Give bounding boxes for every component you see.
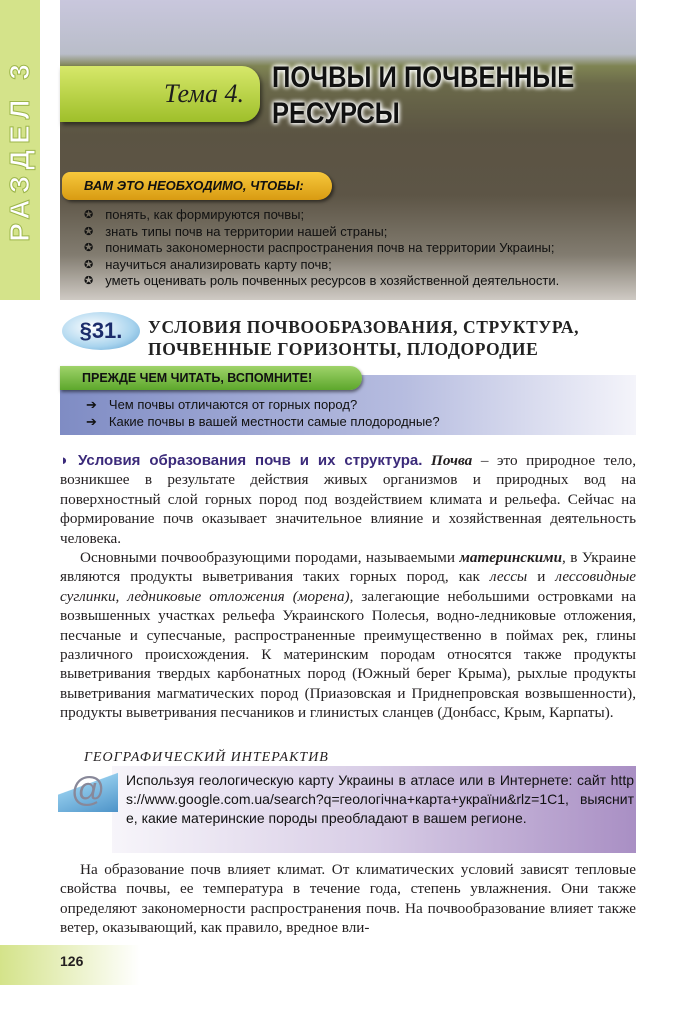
goal-text: знать типы почв на территории нашей страны; — [105, 223, 388, 239]
goal-text: понять, как формируются почвы; — [105, 207, 305, 222]
paragraph-2 — [60, 548, 636, 723]
goal-item — [84, 207, 559, 224]
term: лессовидные суглинки, ледниковые отложения (морена) — [60, 568, 636, 605]
goal-text: уметь оценивать роль почвенных ресурсов в хозяйственной деятельности. — [105, 273, 560, 288]
paragraph-title-line1: УСЛОВИЯ ПОЧВООБРАЗОВАНИЯ, СТРУКТУРА, — [148, 317, 580, 337]
recall-item — [86, 414, 440, 431]
body-text — [60, 451, 636, 723]
topic-title-line2: РЕСУРСЫ — [272, 97, 400, 130]
topic-title-line1: ПОЧВЫ И ПОЧВЕННЫЕ — [272, 61, 575, 94]
text: Основными почвообразующими породами, называемыми — [80, 549, 460, 567]
text: и — [527, 568, 556, 586]
section-label-text: РАЗДЕЛ 3 — [4, 58, 36, 242]
subheading: ◗ Условия образования почв и их структура. — [60, 452, 423, 469]
section-label — [0, 0, 40, 300]
page-number: 126 — [60, 953, 84, 969]
term: материнскими — [459, 549, 563, 567]
goal-text: научиться анализировать карту почв; — [105, 256, 332, 272]
term: лессы — [489, 568, 528, 586]
topic-label: Тема 4. — [60, 66, 260, 122]
star-bullet-icon: ✪ — [84, 209, 94, 221]
recall-list — [86, 397, 440, 430]
goal-item — [84, 257, 559, 274]
goal-item — [84, 273, 559, 290]
paragraph-3: На образование почв влияет климат. От климатических условий зависят тепловые свойства почвы, ее температура в течение года, степень увлажнения. Они также определяют закономерности распространения почв. На почвообразование влияет также ветер, оказывающий, как правило, вредное вли- — [60, 861, 636, 937]
text: , залегающие небольшими островками на возвышенных участках рельефа Украинского Полесья, водно-ледниковые отложения, песчаные и супесчаные, распространенные преимущественно в поймах рек, глины различного происхождения. К материнским породам относятся также продукты выветривания твердых карбонатных пород (Южный берег Крыма), рыхлые продукты выветривания магматических пород (Приазовская и Приднепровская возвышенности), продукты выветривания песчаников и глинистых сланцев (Донбасс, Крым, Карпаты). — [60, 587, 636, 722]
paragraph-1 — [60, 451, 636, 548]
goals-heading: ВАМ ЭТО НЕОБХОДИМО, ЧТОБЫ: — [62, 172, 332, 200]
arrow-right-icon: ➔ — [86, 413, 97, 429]
at-sign-icon: @ — [58, 768, 118, 812]
recall-text: Чем почвы отличаются от горных пород? — [108, 397, 358, 412]
goal-item — [84, 224, 559, 241]
goals-list — [84, 207, 559, 290]
body-text-2 — [60, 860, 636, 938]
interactive-label: ГЕОГРАФИЧЕСКИЙ ИНТЕРАКТИВ — [84, 750, 329, 765]
star-bullet-icon: ✪ — [84, 225, 94, 238]
paragraph-title — [148, 316, 579, 360]
paragraph-text: – это природное тело, возникшее в результате действия живых организмов и природных вод на поверхностный слой горных пород под воздействием климата и рельефа. Сейчас на формирование почв оказывает значительное влияние и хозяйственная деятельность человека. — [60, 452, 636, 547]
recall-item — [86, 397, 440, 414]
goal-text: понимать закономерности распространения почв на территории Украины; — [105, 240, 555, 255]
recall-text: Какие почвы в вашей местности самые плодородные? — [108, 413, 440, 429]
term: Почва — [431, 452, 473, 469]
interactive-text: Используя геологическую карту Украины в атласе или в Интернете: сайт https://www.google.com.ua/search?q=геологічна+карта+україни&rlz=1C1, выясните, какие материнские породы преобладают в вашем регионе. — [126, 772, 634, 826]
topic-title — [272, 60, 574, 132]
goal-item — [84, 240, 559, 257]
recall-heading: ПРЕЖДЕ ЧЕМ ЧИТАТЬ, ВСПОМНИТЕ! — [60, 366, 362, 390]
star-bullet-icon: ✪ — [84, 242, 94, 254]
arrow-right-icon: ➔ — [86, 397, 97, 412]
star-bullet-icon: ✪ — [84, 275, 94, 287]
star-bullet-icon: ✪ — [84, 258, 94, 271]
paragraph-title-line2: ПОЧВЕННЫЕ ГОРИЗОНТЫ, ПЛОДОРОДИЕ — [148, 339, 539, 359]
paragraph-number: §31. — [62, 312, 140, 350]
text: , в Украине являются продукты выветривания таких горных пород, как — [60, 549, 636, 586]
subheading-text: Условия образования почв и их структура. — [78, 452, 423, 469]
